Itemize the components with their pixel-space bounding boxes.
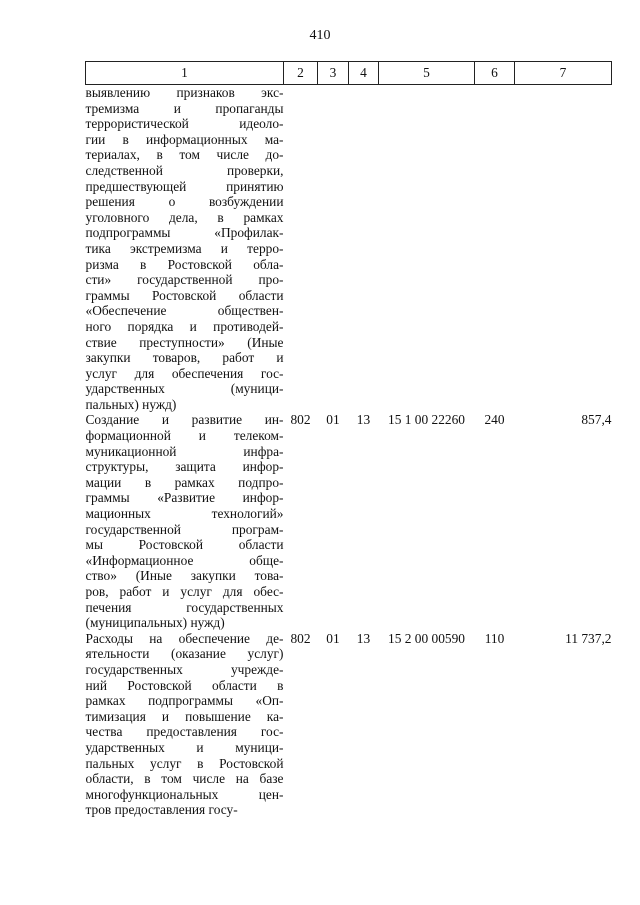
row-description [86,412,284,630]
description-line: ствие преступности» (Иные [85,334,284,350]
table-header [86,62,612,85]
description-line: ударственных и муници- [85,739,284,755]
row-target-code: 15 1 00 22260 [388,412,465,428]
description-line: печения государственных [85,599,284,615]
header-row [86,62,612,85]
row-expense-type [475,85,515,413]
budget-table [85,61,612,818]
description-line: террористической идеоло- [85,116,284,132]
description-line: пальных услуг в Ростовской [85,755,284,771]
description-line: граммы Ростовской области [85,287,284,303]
description-line: услуг для обеспечения гос- [85,365,284,381]
description-line: Расходы на обеспечение де- [85,630,284,646]
description-line: формационной и телеком- [85,428,284,444]
description-line: ризма в Ростовской обла- [85,256,284,272]
table-row [86,631,612,818]
table-row [86,85,612,413]
description-line: пальных) нужд) [85,396,177,412]
description-line: уголовного дела, в рамках [85,209,284,225]
row-target-code [379,85,475,413]
description-line: Создание и развитие ин- [85,412,284,428]
description-line: государственных учрежде- [85,661,284,677]
column-header-6: 6 [475,62,515,85]
row-ministry-code [284,85,318,413]
description-line: ство» (Иные закупки това- [85,568,284,584]
description-line: структуры, защита инфор- [85,459,284,475]
description-line: государственной програм- [85,521,284,537]
description-line: выявлению признаков экс- [85,85,284,100]
column-header-4: 4 [349,62,379,85]
description-line: рамках подпрограммы «Оп- [85,693,284,709]
row-subsection-code: 13 [356,412,371,428]
row-amount [515,85,612,413]
column-header-1: 1 [86,62,284,85]
description-line: мационных технологий» [85,506,284,522]
description-line: мы Ростовской области [85,537,284,553]
description-line: муникационной инфра- [85,443,284,459]
description-line: ний Ростовской области в [85,677,284,693]
description-line: ного порядка и противодей- [85,318,284,334]
description-line: тремизма и пропаганды [85,100,284,116]
description-line: закупки товаров, работ и [85,350,284,366]
description-line: подпрограммы «Профилак- [85,225,284,241]
description-line: тика экстремизма и терро- [85,240,284,256]
description-line: «Информационное обще- [85,552,284,568]
description-line: граммы «Развитие инфор- [85,490,284,506]
row-expense-type: 110 [484,630,505,646]
description-line: чества предоставления гос- [85,724,284,740]
row-expense-type: 240 [484,412,505,428]
description-line: гии в информационных ма- [85,131,284,147]
column-header-5: 5 [379,62,475,85]
row-section-code: 01 [326,630,340,646]
row-amount: 857,4 [581,412,612,428]
column-header-3: 3 [318,62,349,85]
description-line: многофункциональных цен- [85,786,284,802]
row-subsection-code: 13 [356,630,371,646]
page-number: 410 [309,28,331,43]
row-subsection-code [349,85,379,413]
description-line: мации в рамках подпро- [85,474,284,490]
description-line: ров, работ и услуг для обес- [85,584,284,599]
column-header-2: 2 [284,62,318,85]
description-line: «Обеспечение обществен- [85,303,284,319]
description-line: ударственных (муници- [85,381,284,397]
row-ministry-code: 802 [290,630,311,646]
row-description [86,85,284,413]
description-line: териалах, в том числе до- [85,147,284,163]
table-body [86,85,612,818]
table-row [86,412,612,630]
description-line: области, в том числе на базе [85,771,284,787]
description-line: сти» государственной про- [85,272,284,288]
row-target-code: 15 2 00 00590 [388,630,465,646]
row-ministry-code: 802 [290,412,311,428]
column-header-7: 7 [515,62,612,85]
description-line: решения о возбуждении [85,194,284,210]
row-description [86,631,284,818]
description-line: ятельности (оказание услуг) [85,646,284,662]
row-amount: 11 737,2 [565,630,612,646]
description-line: предшествующей принятию [85,178,284,194]
row-section-code: 01 [326,412,340,428]
description-line: тимизация и повышение ка- [85,708,284,724]
description-line: тров предоставления госу- [85,802,238,818]
description-line: (муниципальных) нужд) [85,615,225,631]
description-line: следственной проверки, [85,162,284,178]
row-section-code [318,85,349,413]
